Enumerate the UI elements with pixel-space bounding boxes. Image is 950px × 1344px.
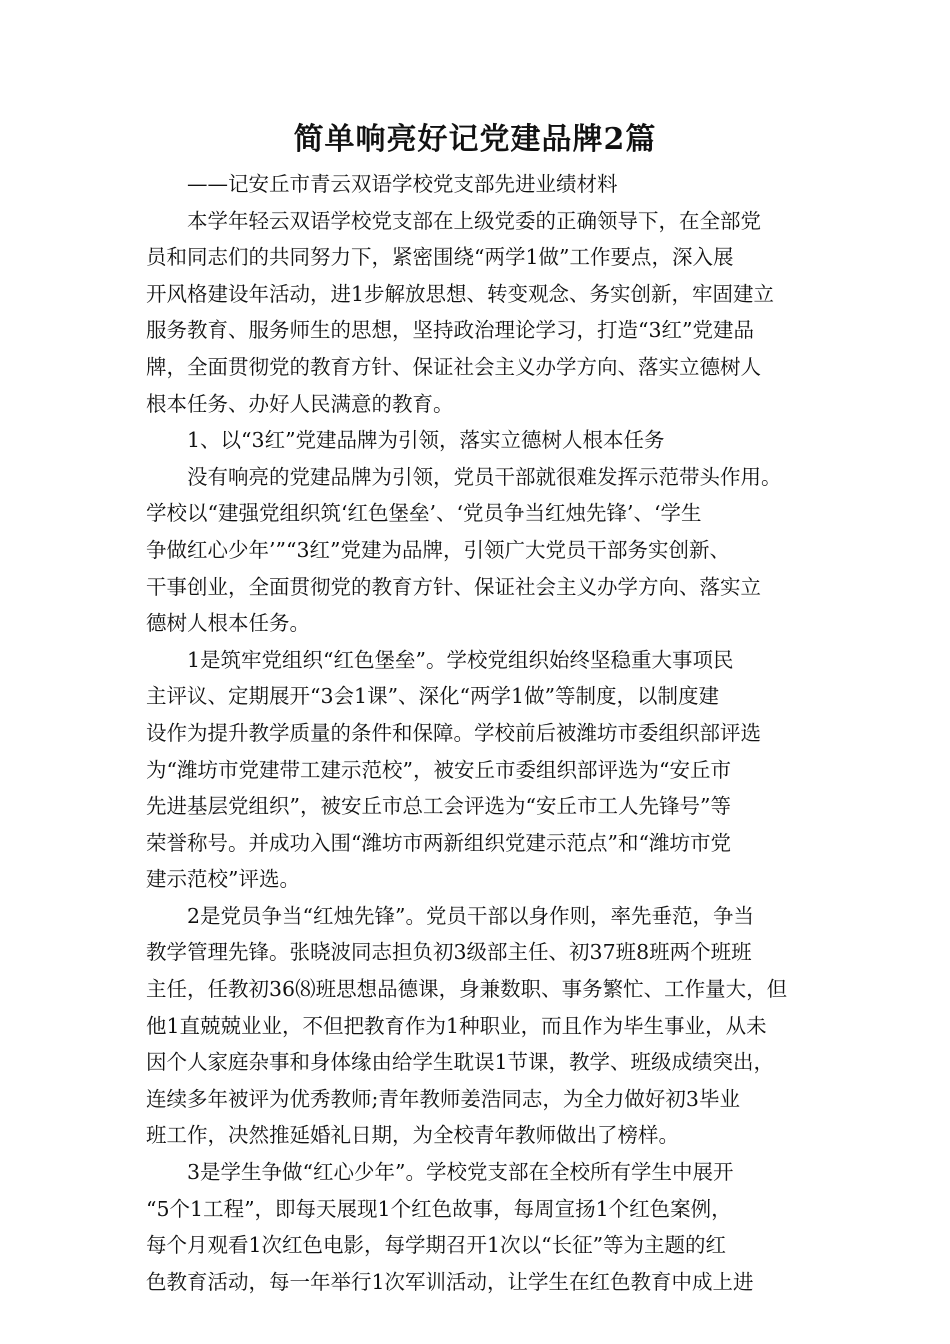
text-line: 连续多年被评为优秀教师;青年教师姜浩同志，为全力做好初3毕业 — [146, 1086, 740, 1111]
text-line: 没有响亮的党建品牌为引领，党员干部就很难发挥示范带头作用。 — [187, 464, 782, 489]
text-line: 教学管理先锋。张晓波同志担负初3级部主任、初37班8班两个班班 — [146, 940, 752, 965]
text-line: 班工作，决然推延婚礼日期，为全校青年教师做出了榜样。 — [146, 1123, 679, 1148]
text-line: 为“潍坊市党建带工建示范校”，被安丘市委组织部评选为“安丘市 — [146, 757, 731, 782]
text-line: 学校以“建强党组织筑‘红色堡垒’、‘党员争当红烛先锋’、‘学生 — [146, 501, 702, 526]
text-line: 1、以“3红”党建品牌为引领，落实立德树人根本任务 — [187, 428, 665, 453]
text-line: 每个月观看1次红色电影，每学期召开1次以“长征”等为主题的红 — [146, 1233, 727, 1258]
text-line: 先进基层党组织”，被安丘市总工会评选为“安丘市工人先锋号”等 — [146, 794, 731, 819]
text-line: 本学年轻云双语学校党支部在上级党委的正确领导下，在全部党 — [187, 208, 761, 233]
text-line: “5个1工程”，即每天展现1个红色故事，每周宣扬1个红色案例， — [146, 1196, 732, 1221]
document-body — [146, 166, 814, 1300]
text-line: 服务教育、服务师生的思想，坚持政治理论学习，打造“3红”党建品 — [146, 318, 755, 343]
text-line: 荣誉称号。并成功入围“潍坊市两新组织党建示范点”和“潍坊市党 — [146, 830, 731, 855]
text-line: 干事创业，全面贯彻党的教育方针、保证社会主义办学方向、落实立 — [146, 574, 761, 599]
text-line: 他1直兢兢业业，不但把教育作为1种职业，而且作为毕生事业，从未 — [146, 1013, 767, 1038]
text-line: 员和同志们的共同努力下，紧密围绕“两学1做”工作要点，深入展 — [146, 245, 734, 270]
text-line: 建示范校”评选。 — [146, 867, 300, 892]
text-line: 2是党员争当“红烛先锋”。党员干部以身作则，率先垂范，争当 — [187, 903, 755, 928]
text-line: 因个人家庭杂事和身体缘由给学生耽误1节课，教学、班级成绩突出， — [146, 1050, 775, 1075]
text-line: ——记安丘市青云双语学校党支部先进业绩材料 — [187, 172, 618, 196]
text-line: 1是筑牢党组织“红色堡垒”。学校党组织始终坚稳重大事项民 — [187, 647, 734, 672]
text-line: 色教育活动，每一年举行1次军训活动，让学生在红色教育中成上进 — [146, 1269, 754, 1294]
document-title: 简单响亮好记党建品牌2篇 — [293, 122, 657, 157]
text-line: 3是学生争做“红心少年”。学校党支部在全校所有学生中展开 — [187, 1160, 734, 1185]
text-line: 设作为提升教学质量的条件和保障。学校前后被潍坊市委组织部评选 — [146, 720, 761, 745]
text-line: 牌，全面贯彻党的教育方针、保证社会主义办学方向、落实立德树人 — [146, 354, 761, 379]
text-line: 德树人根本任务。 — [146, 611, 310, 636]
text-line: 开风格建设年活动，进1步解放思想、转变观念、务实创新，牢固建立 — [146, 281, 775, 306]
text-line: 争做红心少年’”“3红”党建为品牌，引领广大党员干部务实创新、 — [146, 537, 730, 562]
text-line: 根本任务、办好人民满意的教育。 — [146, 391, 454, 416]
text-line: 主评议、定期展开“3会1课”、深化“两学1做”等制度，以制度建 — [146, 684, 720, 709]
text-line: 主任，任教初36⑻班思想品德课，身兼数职、事务繁忙、工作量大，但 — [146, 977, 788, 1002]
